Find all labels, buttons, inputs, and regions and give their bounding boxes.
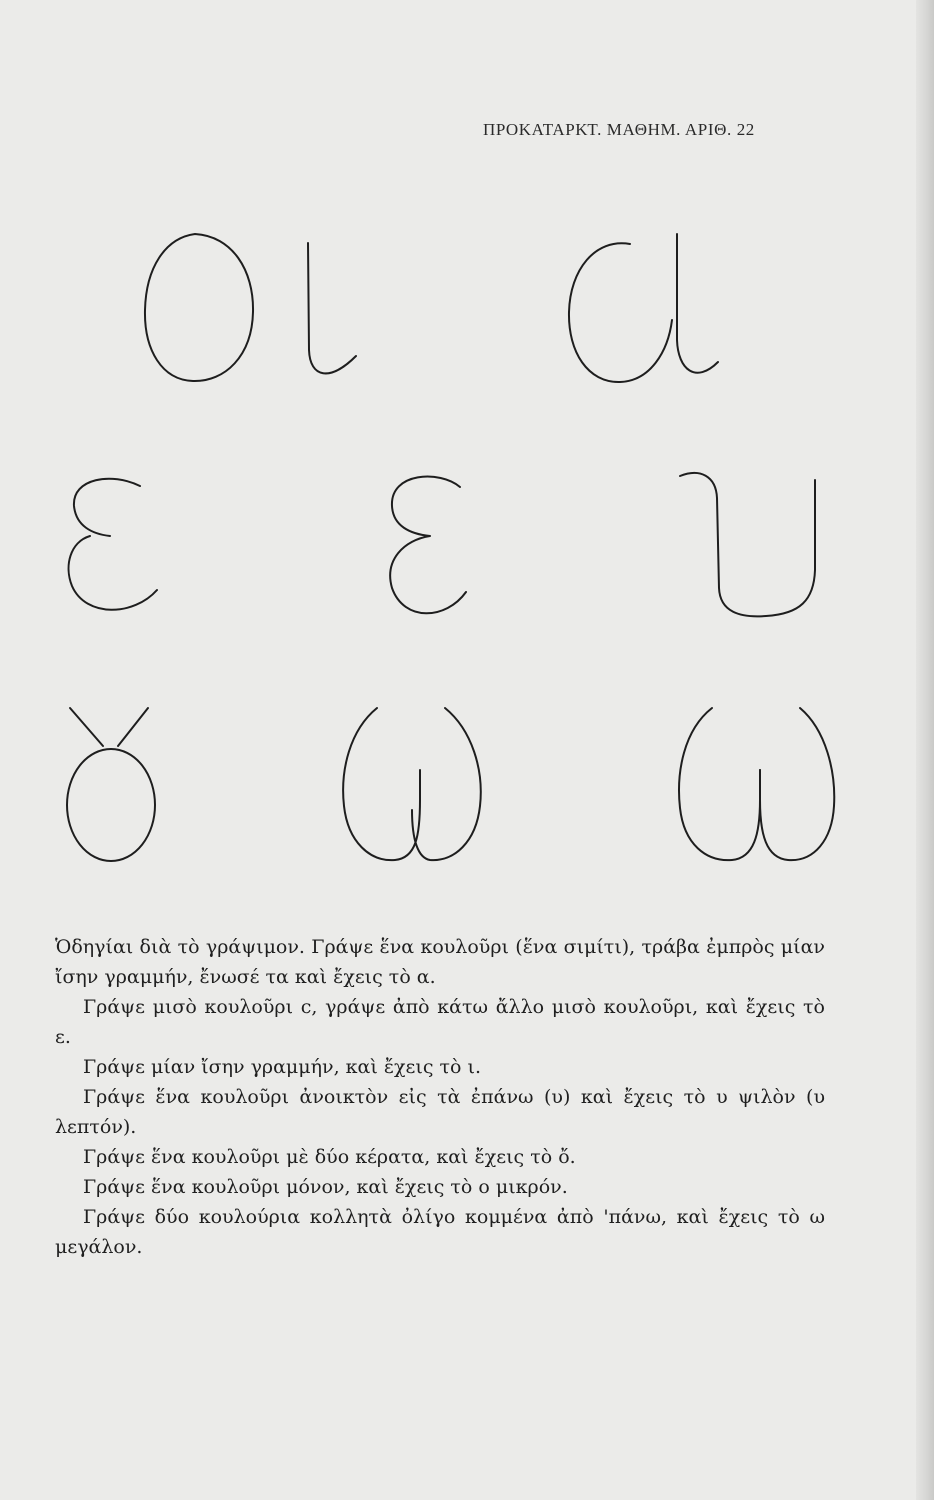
omicron-with-horns-icon xyxy=(67,708,155,861)
page-header: ΠΡΟΚΑΤΑΡΚΤ. ΜΑΘΗΜ. ΑΡΙΘ. 22 xyxy=(483,120,755,139)
instruction-paragraph: Ὁδηγίαι διὰ τὸ γράψιμον. Γράψε ἕνα κουλοῦρι (ἕνα σιμίτι), τράβα ἐμπρὸς μίαν ἴσην γραμμήν, ἔνωσέ τα καὶ ἔχεις τὸ α. xyxy=(55,936,825,988)
instruction-paragraph: Γράψε μίαν ἴσην γραμμήν, καὶ ἔχεις τὸ ι. xyxy=(83,1056,481,1078)
iota-icon xyxy=(308,243,356,373)
omicron-stroke-icon xyxy=(145,234,253,381)
instruction-paragraph: Γράψε δύο κουλούρια κολλητὰ ὀλίγο κομμένα ἀπὸ 'πάνω, καὶ ἔχεις τὸ ω μεγάλον. xyxy=(55,1206,825,1258)
upsilon-icon xyxy=(680,473,815,616)
omega-strokes-icon xyxy=(343,708,481,860)
epsilon-strokes-icon xyxy=(69,479,157,610)
instruction-paragraph: Γράψε μισὸ κουλοῦρι c, γράψε ἀπὸ κάτω ἄλλο μισὸ κουλοῦρι, καὶ ἔχεις τὸ ε. xyxy=(55,996,825,1048)
instruction-paragraph: Γράψε ἕνα κουλοῦρι μόνον, καὶ ἔχεις τὸ ο μικρόν. xyxy=(83,1176,568,1198)
omega-icon xyxy=(679,708,834,860)
epsilon-icon xyxy=(390,477,466,614)
instruction-paragraph: Γράψε ἕνα κουλοῦρι μὲ δύο κέρατα, καὶ ἔχεις τὸ ὄ. xyxy=(83,1146,576,1168)
alpha-icon xyxy=(569,234,718,382)
instruction-paragraph: Γράψε ἕνα κουλοῦρι ἀνοικτὸν εἰς τὰ ἐπάνω (υ) καὶ ἔχεις τὸ υ ψιλὸν (υ λεπτόν). xyxy=(55,1086,825,1138)
writing-instructions xyxy=(55,932,825,1262)
